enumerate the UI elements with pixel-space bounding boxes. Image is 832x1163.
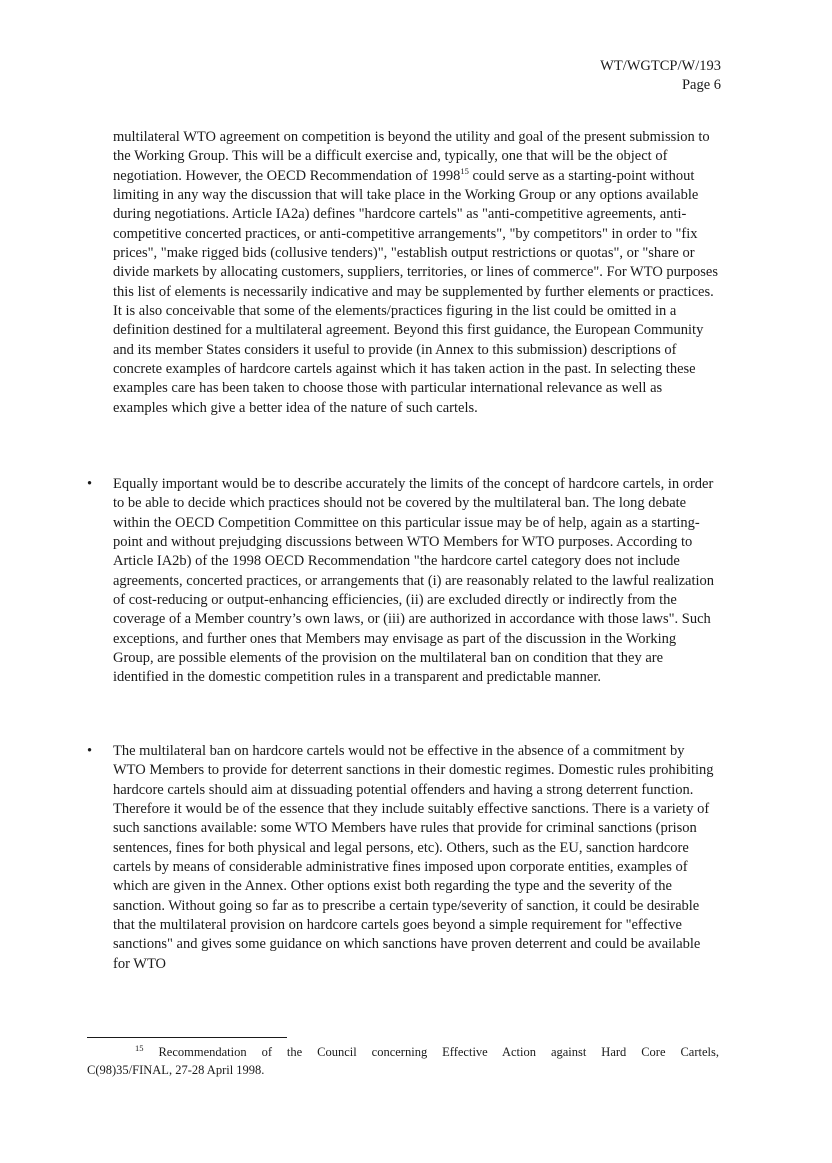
continuation-paragraph (113, 128, 719, 418)
paragraph-text (113, 128, 719, 418)
footnote-reference: 15 (460, 165, 469, 176)
footnote-first-line (87, 1043, 719, 1061)
footnote (87, 1043, 719, 1079)
bullet-icon: • (87, 476, 93, 492)
footnote-separator (87, 1037, 287, 1038)
footnote-number: 15 (135, 1042, 144, 1053)
bullet-item-sanctions (87, 742, 719, 974)
paragraph-text-part-1: multilateral WTO agreement on competition is beyond the utility and goal of the present submission to the Working Group. This will be a difficult exercise and, typically, one that will be the object of negotiation. However, the OECD Recommendation of 1998 (113, 129, 710, 184)
bullet-text: The multilateral ban on hardcore cartels would not be effective in the absence of a commitment by WTO Members to provide for deterrent sanctions in their domestic regimes. Domestic rules prohibiting hardcore cartels should aim at dissuading potential offenders and having a strong deterrent function. Therefore it would be of the essence that they include suitably effective sanctions. There is a variety of such sanctions available: some WTO Members have rules that provide for criminal sanctions (prison sentences, fines for both physical and legal persons, etc). Others, such as the EU, sanction hardcore cartels by means of considerable administrative fines imposed upon corporate entities, examples of which are given in the Annex. Other options exist both regarding the type and the severity of the sanction. Without going so far as to prescribe a certain type/severity of sanction, it could be desirable that the multilateral provision on hardcore cartels goes beyond a simple requirement for "effective sanctions" and gives some guidance on which sanctions have proven deterrent and could be available for WTO (113, 743, 714, 972)
footnote-text-line-1: Recommendation of the Council concerning Effective Action against Hard Core Cartels, (158, 1045, 719, 1059)
document-symbol: WT/WGTCP/W/193 (600, 58, 721, 74)
page-number: Page 6 (681, 77, 721, 93)
bullet-text: Equally important would be to describe accurately the limits of the concept of hardcore cartels, in order to be able to decide which practices should not be covered by the multilateral ban. The long debate within the OECD Competition Committee on this particular issue may be of help, again as a starting-point and without prejudging discussions between WTO Members for WTO purposes. According to Article IA2b) of the 1998 OECD Recommendation "the hardcore cartel category does not include agreements, concerted practices, or arrangements that (i) are reasonably related to the lawful realization of cost-reducing or output-enhancing efficiencies, (ii) are excluded directly or indirectly from the coverage of a Member country’s own laws, or (iii) are authorized in accordance with those laws". Such exceptions, and further ones that Members may envisage as part of the discussion in the Working Group, are possible elements of the provision on the multilateral ban on condition that they are identified in the domestic competition rules in a transparent and predictable manner. (113, 476, 715, 686)
footnote-text-line-2: C(98)35/FINAL, 27-28 April 1998. (87, 1063, 265, 1077)
bullet-icon: • (87, 743, 93, 759)
bullet-item-limits (87, 475, 719, 688)
page-header (600, 57, 721, 95)
paragraph-text-part-2: could serve as a starting-point without limiting in any way the discussion that will take place in the Working Group or any options available during negotiations. Article IA2a) defines "hardcore cartels" as "anti-competitive agreements, anti-competitive concerted practices, or anti-competitive arrangements", "by competitors" in order to "fix prices", "make rigged bids (collusive tenders)", "establish output restrictions or quotas", or "share or divide markets by allocating customers, suppliers, territories, or lines of commerce". For WTO purposes this list of elements is necessarily indicative and may be supplemented by further elements or practices. It is also conceivable that some of the elements/practices figuring in the list could be omitted in a definition destined for a multilateral agreement. Beyond this first guidance, the European Community and its member States considers it useful to provide (in Annex to this submission) descriptions of concrete examples of hardcore cartels against which it has taken action in the past. In selecting these examples care has been taken to choose those with particular international relevance as well as examples which give a better idea of the nature of such cartels. (113, 167, 718, 416)
